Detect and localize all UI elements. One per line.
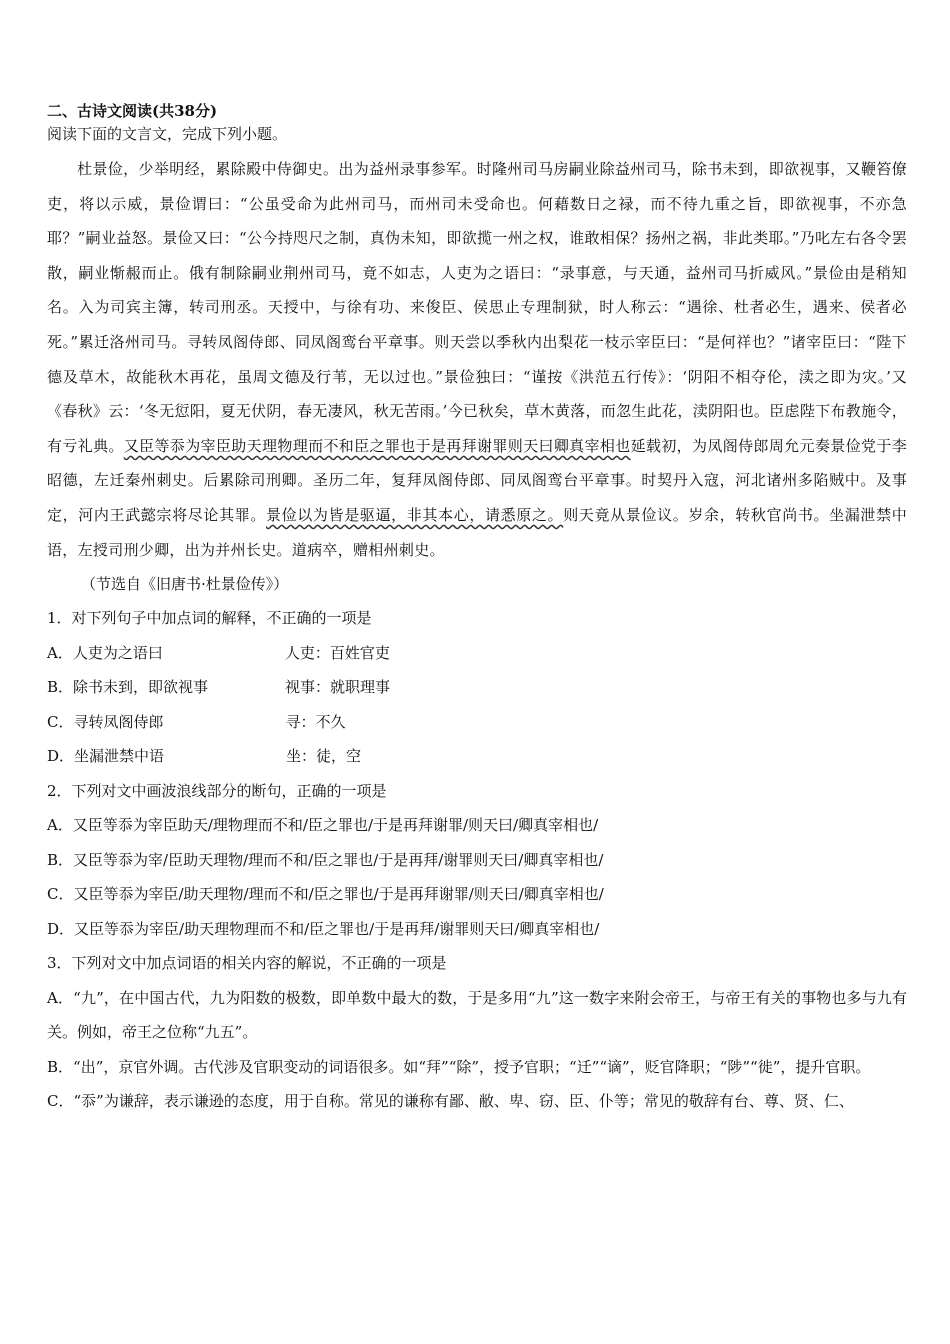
option-sentence: 人吏为之语曰 <box>72 643 163 662</box>
instruction: 阅读下面的文言文，完成下列小题。 <box>47 125 288 143</box>
question-3-option-c[interactable] <box>47 1084 907 1119</box>
wavy-underlined-text: 又臣等忝为宰臣助天理物理而不和臣之罪也于是再拜谢罪则天曰卿真宰相也 <box>123 436 631 455</box>
question-2-option-d[interactable] <box>47 912 907 947</box>
option-sentence: 除书未到，即欲视事 <box>73 678 209 697</box>
option-label: C． <box>47 1092 74 1111</box>
option-label: B． <box>47 678 74 697</box>
question-1-option-c[interactable] <box>47 705 907 740</box>
question-2-option-a[interactable] <box>47 808 907 843</box>
option-text: 又臣等忝为宰臣助天/理物理而不和/臣之罪也/于是再拜谢罪/则天曰/卿真宰相也/ <box>72 816 599 835</box>
option-sentence: 坐漏泄禁中语 <box>74 747 165 766</box>
option-gloss: 视事：就职理事 <box>285 678 391 697</box>
option-label: D． <box>47 919 75 938</box>
option-label: B． <box>47 1057 74 1076</box>
option-label: A． <box>47 643 73 662</box>
option-gloss: 坐：徒，空 <box>286 747 362 766</box>
passage-text-cont: 延载初，为凤阁侍郎周允元奏景俭党于李昭德，左迁秦州刺史。后累除司刑卿。圣历二年，复拜凤阁侍郎、同凤阁鸾台平章事。时契丹入寇，河北诸州多陷贼中。及事定，河内王武懿宗将尽论其罪。 <box>47 436 907 524</box>
option-text: “忝”为谦辞，表示谦逊的态度，用于自称。常见的谦称有鄙、敝、卑、窃、臣、仆等；常见的敬辞有台、尊、贤、仁、 <box>73 1092 854 1111</box>
option-gloss: 寻：不久 <box>285 712 346 731</box>
question-3-option-b[interactable] <box>47 1050 907 1085</box>
question-1-stem: 1．对下列句子中加点词的解释，不正确的一项是 <box>47 609 372 628</box>
question-2-option-b[interactable] <box>47 843 907 878</box>
passage-text: 杜景俭，少举明经，累除殿中侍御史。出为益州录事参军。时隆州司马房嗣业除益州司马，除书未到，即欲视事，又鞭笞僚吏，将以示威，景俭谓曰：“公虽受命为此州司马，而州司未受命也。何藉数日之禄，而不待九重之旨，即欲视事，不亦急耶？”嗣业益怒。景俭又曰：“公今持咫尺之制，真伪未知，即欲揽一州之权，谁敢相保？扬州之祸，非此类耶。”乃叱左右各令罢散，嗣业惭赧而止。俄有制除嗣业荆州司马，竟不如志，人吏为之语曰：“录事意，与天通，益州司马折威风。”景俭由是稍知名。入为司宾主簿，转司刑丞。天授中，与徐有功、来俊臣、侯思止专理制狱，时人称云：“遇徐、杜者必生，遇来、侯者必死。”累迁洛州司马。寻转凤阁侍郎、同凤阁鸾台平章事。则天尝以季秋内出梨花一枝示宰臣曰：“是何祥也？”诸宰臣曰：“陛下德及草木，故能秋木再花，虽周文德及行苇，无以过也。”景俭独曰：“谨按《洪范五行传》：‘阴阳不相夺伦，渎之即为灾。’又《春秋》云：‘冬无愆阳，夏无伏阴，春无凄风，秋无苦雨。’今已秋矣，草木黄落，而忽生此花，渎阴阳也。臣虑陛下布教施令，有亏礼典。 <box>47 160 907 455</box>
passage-ending: 则天竟从景俭议。岁余，转秋官尚书。坐漏泄禁中语，左授司刑少卿，出为并州长史。道病卒，赠相州刺史。 <box>47 505 908 559</box>
option-label: D． <box>47 747 75 766</box>
question-1-option-a[interactable] <box>47 636 907 671</box>
option-label: B． <box>47 850 74 869</box>
option-gloss: 人吏：百姓官吏 <box>284 643 390 662</box>
option-label: A． <box>47 988 74 1007</box>
option-text: “九”，在中国古代，九为阳数的极数，即单数中最大的数，于是多用“九”这一数字来附会帝王，与帝王有关的事物也多与九有关。例如，帝王之位称“九五”。 <box>47 988 907 1042</box>
option-label: C． <box>47 885 74 904</box>
question-1-option-b[interactable] <box>47 670 907 705</box>
question-2-stem: 2．下列对文中画波浪线部分的断句，正确的一项是 <box>47 781 387 800</box>
option-text: 又臣等忝为宰臣/助天理物/理而不和/臣之罪也/于是再拜谢罪/则天曰/卿真宰相也/ <box>73 885 604 904</box>
document-page <box>47 100 907 1119</box>
option-label: A． <box>47 816 73 835</box>
section-title: 二、古诗文阅读(共38分) <box>47 102 218 120</box>
question-3-stem: 3．下列对文中加点词语的相关内容的解说，不正确的一项是 <box>47 954 447 973</box>
option-text: “出”，京官外调。古代涉及官职变动的词语很多。如“拜”“除”，授予官职；“迁”“谪”，贬官降职；“陟”“徙”，提升官职。 <box>73 1057 871 1076</box>
option-text: 又臣等忝为宰臣/助天理物理而不和/臣之罪也/于是再拜/谢罪则天曰/卿真宰相也/ <box>74 919 600 938</box>
question-1-option-d[interactable] <box>47 739 907 774</box>
option-label: C． <box>47 712 74 731</box>
passage <box>47 152 907 567</box>
question-3-option-a[interactable] <box>47 981 907 1050</box>
underlined-sentence: 景俭以为皆是驱逼，非其本心，请悉原之。 <box>266 505 564 524</box>
passage-source: （节选自《旧唐书·杜景俭传》） <box>81 575 289 594</box>
option-text: 又臣等忝为宰/臣助天理物/理而不和/臣之罪也/于是再拜/谢罪则天曰/卿真宰相也/ <box>73 850 604 869</box>
question-2-option-c[interactable] <box>47 877 907 912</box>
option-sentence: 寻转凤阁侍郎 <box>73 712 164 731</box>
